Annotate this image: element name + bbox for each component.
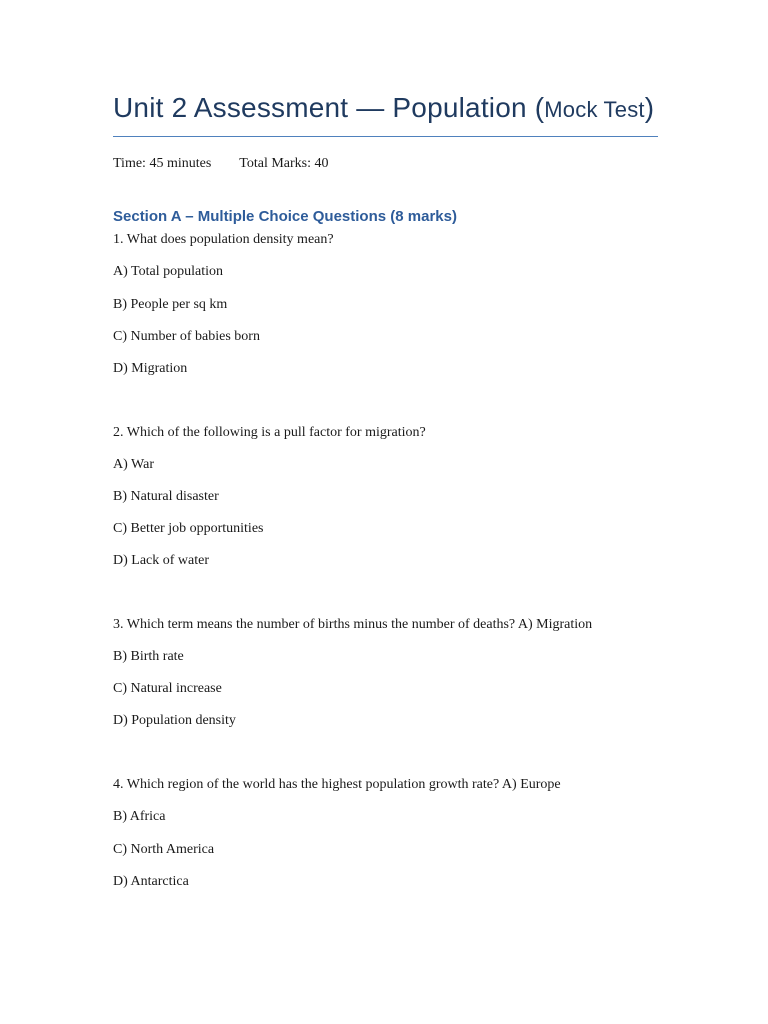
question-3-option-b: B) Birth rate: [113, 649, 184, 664]
question-1-option-c: C) Number of babies born: [113, 329, 260, 344]
title-close: ): [644, 92, 655, 123]
question-2-option-a: A) War: [113, 457, 154, 472]
question-1-option-d: D) Migration: [113, 361, 188, 376]
question-1-option-b: B) People per sq km: [113, 297, 228, 312]
test-meta: [113, 156, 329, 172]
question-4-option-d: D) Antarctica: [113, 874, 189, 889]
title-main: Unit 2 Assessment — Population (: [113, 92, 545, 123]
title-underline: [113, 136, 658, 137]
question-2-option-b: B) Natural disaster: [113, 489, 219, 504]
question-2-text: 2. Which of the following is a pull factor for migration?: [113, 425, 426, 440]
question-1-option-a: A) Total population: [113, 264, 223, 279]
question-3-option-d: D) Population density: [113, 713, 236, 728]
page-title: [113, 92, 658, 124]
question-2-option-c: C) Better job opportunities: [113, 521, 264, 536]
question-4-option-c: C) North America: [113, 842, 215, 857]
question-2-option-d: D) Lack of water: [113, 553, 210, 568]
title-mock-test: Mock Test: [544, 97, 645, 122]
time-label: Time: 45 minutes: [113, 156, 212, 171]
question-3-option-c: C) Natural increase: [113, 681, 222, 696]
question-4-option-b: B) Africa: [113, 809, 166, 824]
total-marks-label: Total Marks: 40: [239, 156, 329, 171]
section-a-heading: Section A – Multiple Choice Questions (8 marks): [113, 208, 457, 225]
question-1-text: 1. What does population density mean?: [113, 232, 334, 247]
question-3-text: 3. Which term means the number of births minus the number of deaths? A) Migration: [113, 617, 593, 632]
question-4-text: 4. Which region of the world has the highest population growth rate? A) Europe: [113, 777, 561, 792]
